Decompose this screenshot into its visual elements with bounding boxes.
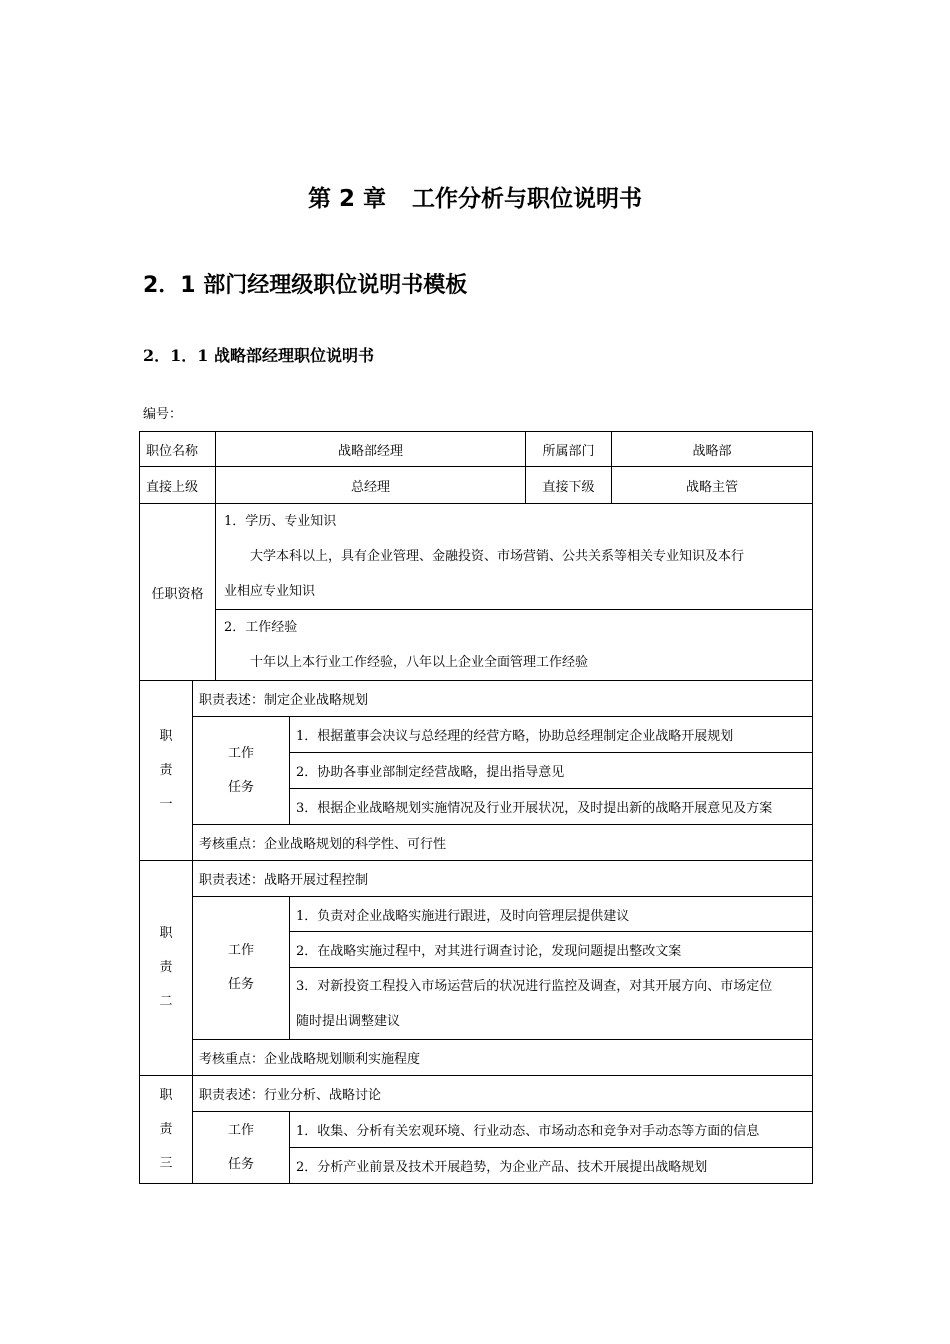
table-row bbox=[140, 467, 813, 504]
qualification-experience-title: 2．工作经验 bbox=[224, 620, 298, 635]
duty-1-task-2: 2．协助各事业部制定经营战略，提出指导意见 bbox=[290, 753, 813, 789]
table-row bbox=[140, 504, 813, 610]
position-name-value: 战略部经理 bbox=[216, 432, 526, 467]
section-heading: 2．1 部门经理级职位说明书模板 bbox=[143, 273, 468, 298]
qualification-education-text-a: 大学本科以上，具有企业管理、金融投资、市场营销、公共关系等相关专业知识及本行 bbox=[250, 549, 745, 564]
chapter-title bbox=[0, 180, 950, 213]
qualification-label: 任职资格 bbox=[140, 504, 216, 681]
duty-label-char: 责 bbox=[159, 1121, 173, 1137]
duty-label-char: 二 bbox=[159, 994, 173, 1009]
duty-3-task-label bbox=[193, 1112, 290, 1184]
chapter-name: 工作分析与职位说明书 bbox=[412, 186, 643, 212]
task-text-line: 3．对新投资工程投入市场运营后的状况进行监控及调查，对其开展方向、市场定位 bbox=[296, 978, 773, 994]
job-description-table bbox=[139, 431, 813, 1184]
task-label-line: 任务 bbox=[228, 779, 255, 795]
department-label: 所属部门 bbox=[526, 432, 612, 467]
duty-3-task-2: 2．分析产业前景及技术开展趋势，为企业产品、技术开展提出战略规划 bbox=[290, 1148, 813, 1184]
qualification-experience-cell bbox=[216, 610, 813, 681]
duty-2-label bbox=[140, 861, 193, 1076]
duty-2-evaluation: 考核重点：企业战略规划顺利实施程度 bbox=[193, 1040, 813, 1076]
table-row bbox=[140, 432, 813, 467]
table-row bbox=[140, 610, 813, 681]
duty-label-char: 职 bbox=[159, 926, 173, 941]
duty-label-char: 职 bbox=[159, 1087, 173, 1103]
duty-label-char: 一 bbox=[159, 796, 173, 812]
duty-2-task-label bbox=[193, 897, 290, 1040]
subordinate-label: 直接下级 bbox=[526, 467, 612, 504]
table-row bbox=[140, 717, 813, 753]
duty-1-description: 职责表述：制定企业战略规划 bbox=[193, 681, 813, 717]
serial-label: 编号： bbox=[143, 407, 183, 422]
duty-label-char: 责 bbox=[159, 762, 173, 778]
superior-value: 总经理 bbox=[216, 467, 526, 504]
duty-3-label bbox=[140, 1076, 193, 1184]
qualification-education-cell bbox=[216, 504, 813, 610]
subordinate-value: 战略主管 bbox=[612, 467, 813, 504]
qualification-education-text-b: 业相应专业知识 bbox=[224, 584, 316, 599]
duty-2-task-1: 1．负责对企业战略实施进行跟进，及时向管理层提供建议 bbox=[290, 897, 813, 932]
duty-3-description: 职责表述：行业分析、战略讨论 bbox=[193, 1076, 813, 1112]
chapter-number: 第 2 章 bbox=[307, 186, 387, 212]
duty-2-description: 职责表述：战略开展过程控制 bbox=[193, 861, 813, 897]
task-label-line: 工作 bbox=[228, 745, 255, 761]
table-row bbox=[140, 1040, 813, 1076]
duty-label-char: 责 bbox=[159, 960, 173, 975]
table-row bbox=[140, 681, 813, 717]
duty-2-task-2: 2．在战略实施过程中，对其进行调查讨论，发现问题提出整改文案 bbox=[290, 932, 813, 968]
duty-1-task-label bbox=[193, 717, 290, 825]
department-value: 战略部 bbox=[612, 432, 813, 467]
duty-1-task-1: 1．根据董事会决议与总经理的经营方略，协助总经理制定企业战略开展规划 bbox=[290, 717, 813, 753]
table-row bbox=[140, 861, 813, 897]
duty-1-label bbox=[140, 681, 193, 861]
task-label-line: 任务 bbox=[228, 977, 255, 992]
position-name-label: 职位名称 bbox=[140, 432, 216, 467]
duty-3-task-1: 1．收集、分析有关宏观环境、行业动态、市场动态和竞争对手动态等方面的信息 bbox=[290, 1112, 813, 1148]
table-row bbox=[140, 825, 813, 861]
duty-label-char: 职 bbox=[159, 728, 173, 744]
duty-label-char: 三 bbox=[159, 1155, 173, 1171]
table-row bbox=[140, 1076, 813, 1112]
table-row bbox=[140, 1112, 813, 1148]
qualification-experience-text: 十年以上本行业工作经验，八年以上企业全面管理工作经验 bbox=[250, 655, 589, 670]
task-label-line: 工作 bbox=[228, 1122, 255, 1138]
subsection-heading: 2．1．1 战略部经理职位说明书 bbox=[143, 346, 374, 365]
duty-1-evaluation: 考核重点：企业战略规划的科学性、可行性 bbox=[193, 825, 813, 861]
duty-2-task-3 bbox=[290, 968, 813, 1040]
task-text-line: 随时提出调整建议 bbox=[296, 1013, 401, 1029]
task-label-line: 任务 bbox=[228, 1156, 255, 1172]
task-label-line: 工作 bbox=[228, 943, 255, 958]
duty-1-task-3: 3．根据企业战略规划实施情况及行业开展状况，及时提出新的战略开展意见及方案 bbox=[290, 789, 813, 825]
superior-label: 直接上级 bbox=[140, 467, 216, 504]
qualification-education-title: 1．学历、专业知识 bbox=[224, 514, 337, 529]
table-row bbox=[140, 897, 813, 932]
